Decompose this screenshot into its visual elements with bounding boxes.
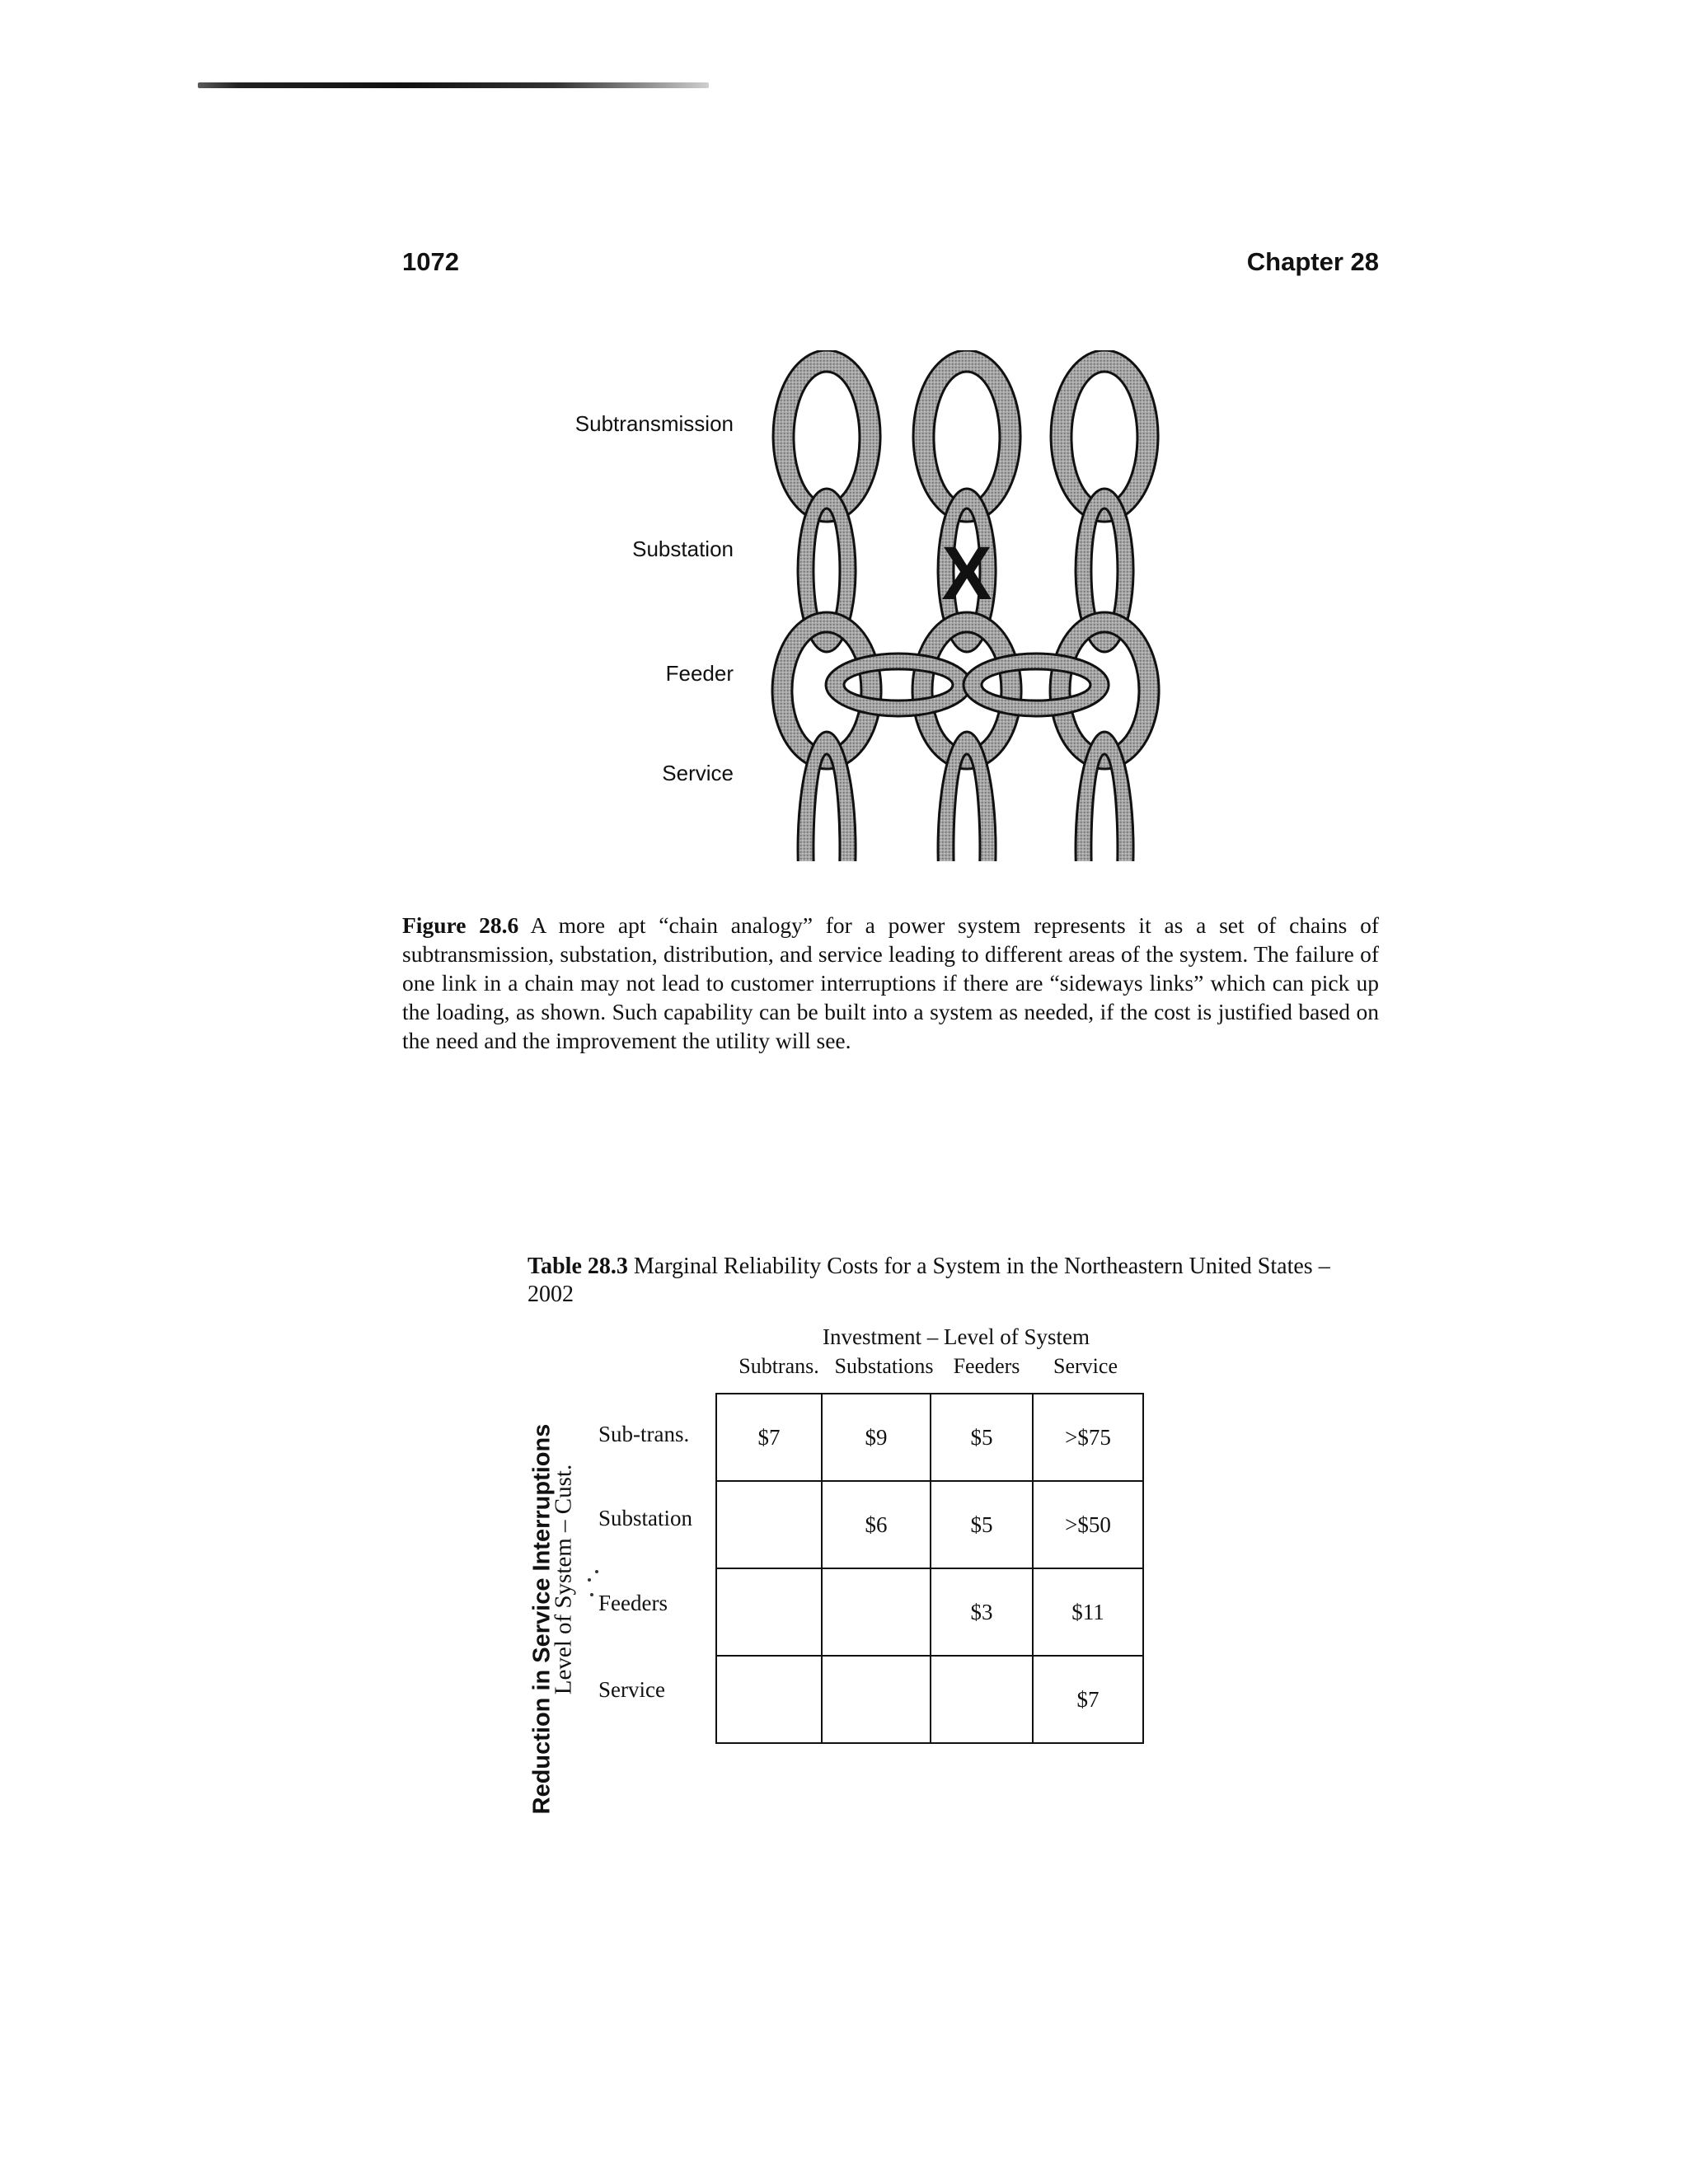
- table-cell: [822, 1568, 931, 1656]
- table-cell: $9: [822, 1394, 931, 1481]
- sideways-link-right: [964, 654, 1109, 716]
- scan-speck: [590, 1593, 593, 1596]
- scan-speck: [595, 1570, 598, 1573]
- table-cell: [931, 1656, 1033, 1743]
- table-cell: [716, 1481, 822, 1568]
- figure-caption: [402, 911, 1379, 1055]
- table-cell: [716, 1568, 822, 1656]
- page-number: 1072: [402, 247, 459, 276]
- row-header-service: Service: [598, 1677, 665, 1702]
- table-cell: $7: [1033, 1656, 1143, 1743]
- table-row: [716, 1568, 1143, 1656]
- row-header-subtrans: Sub-trans.: [598, 1422, 690, 1446]
- column-group-title: Investment – Level of System: [823, 1324, 1090, 1349]
- table-cell: $5: [931, 1481, 1033, 1568]
- table-row: [716, 1656, 1143, 1743]
- table-cell: [822, 1656, 931, 1743]
- table-row: [716, 1394, 1143, 1481]
- inner-axis-label: Level of System – Cust.: [550, 1464, 577, 1695]
- reliability-cost-table: [715, 1393, 1144, 1744]
- column-header-feeders: Feeders: [953, 1354, 1020, 1378]
- table-caption-text: Marginal Reliability Costs for a System in the Northeastern United States – 2002: [528, 1254, 1330, 1307]
- table-caption-label: Table 28.3: [528, 1254, 628, 1279]
- outer-axis-label: Reduction in Service Interruptions: [528, 1423, 556, 1815]
- chain-column-3: [1050, 350, 1159, 861]
- table-cell: $11: [1033, 1568, 1143, 1656]
- column-header-subtrans: Subtrans.: [738, 1354, 819, 1378]
- level-label-subtransmission: Subtransmission: [574, 411, 734, 436]
- column-header-service: Service: [1053, 1354, 1118, 1378]
- table-cell: >$50: [1033, 1481, 1143, 1568]
- level-label-substation: Substation: [632, 537, 734, 561]
- top-rule: [198, 82, 709, 88]
- chapter-label: Chapter 28: [1246, 247, 1379, 276]
- table-cell: >$75: [1033, 1394, 1143, 1481]
- table-cell: $5: [931, 1394, 1033, 1481]
- chain-column-1: [772, 350, 881, 861]
- failed-link-marker: X: [941, 532, 992, 616]
- figure-caption-label: Figure 28.6: [402, 912, 519, 938]
- level-label-feeder: Feeder: [665, 661, 734, 686]
- column-header-substations: Substations: [834, 1354, 934, 1378]
- sideways-link-left: [826, 654, 971, 716]
- chain-figure: [771, 350, 1166, 861]
- table-cell: $3: [931, 1568, 1033, 1656]
- table-cell: [716, 1656, 822, 1743]
- table-cell: $7: [716, 1394, 822, 1481]
- row-header-feeders: Feeders: [598, 1591, 668, 1615]
- level-label-service: Service: [662, 761, 734, 785]
- scan-speck: [588, 1578, 591, 1582]
- table-cell: $6: [822, 1481, 931, 1568]
- row-header-substation: Substation: [598, 1506, 693, 1530]
- table-caption: [528, 1253, 1335, 1309]
- figure-caption-text: A more apt “chain analogy” for a power system represents it as a set of chains of subtransmission, substation, distribution, and service leading to different areas of the system. The failure of one link in a chain may not lead to customer interruptions if there are “sideways links” which can pick up the loading, as shown. Such capability can be built into a system as needed, if the cost is justified based on the need and the improvement the utility will see.: [402, 912, 1379, 1053]
- table-row: [716, 1481, 1143, 1568]
